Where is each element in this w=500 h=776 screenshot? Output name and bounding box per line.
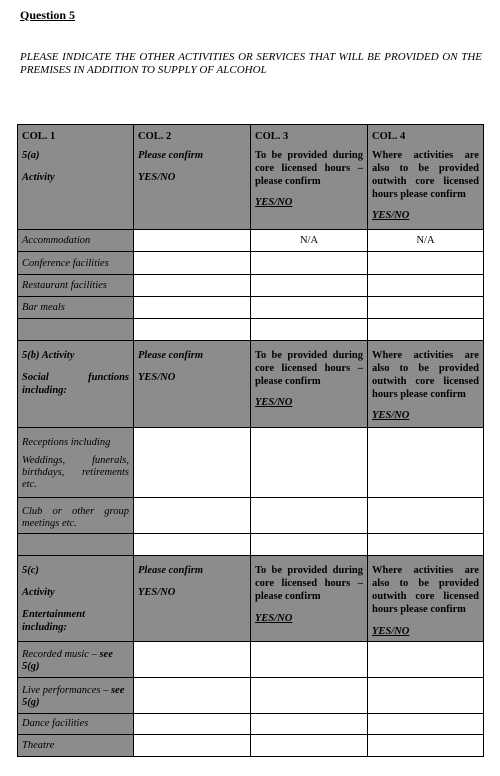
section-b-col1-header xyxy=(18,341,134,428)
please-confirm-label: Please confirm xyxy=(138,565,204,576)
section-c-col4-header xyxy=(368,556,484,642)
col3-description: To be provided during core licensed hours – please confirm xyxy=(255,150,363,187)
section-b-col4-header xyxy=(368,341,484,428)
col3-cell[interactable] xyxy=(251,252,368,275)
section-c-heading: Activity xyxy=(22,587,55,598)
col3-cell[interactable] xyxy=(251,498,368,534)
col1-label: COL. 1 xyxy=(22,131,56,142)
table-row xyxy=(18,252,484,275)
section-a-col4-header xyxy=(368,125,484,230)
table-row xyxy=(18,498,484,534)
col3-yes-no: YES/NO xyxy=(255,613,293,624)
row-label: Accommodation xyxy=(18,230,134,252)
col4-cell[interactable] xyxy=(368,297,484,319)
see-reference: see 5(g) xyxy=(22,649,113,672)
please-confirm-label: Please confirm xyxy=(138,150,204,161)
col4-label: COL. 4 xyxy=(372,131,406,142)
row-label xyxy=(18,534,134,556)
col4-cell[interactable] xyxy=(368,319,484,341)
col4-cell[interactable] xyxy=(368,735,484,757)
section-b-col3-header xyxy=(251,341,368,428)
col4-yes-no: YES/NO xyxy=(372,410,410,421)
col4-cell[interactable]: N/A xyxy=(368,230,484,252)
section-a-code: 5(a) xyxy=(22,150,40,161)
section-a-col1-header xyxy=(18,125,134,230)
section-a-col3-header xyxy=(251,125,368,230)
col3-cell[interactable] xyxy=(251,642,368,678)
col3-yes-no: YES/NO xyxy=(255,197,293,208)
section-a-heading: Activity xyxy=(22,172,55,183)
table-row-empty xyxy=(18,534,484,556)
row-label: Restaurant facilities xyxy=(18,275,134,297)
row-label: Live performances – see 5(g) xyxy=(18,678,134,714)
table-row xyxy=(18,428,484,498)
section-a-header-row xyxy=(18,125,484,230)
col4-cell[interactable] xyxy=(368,714,484,735)
col3-description: To be provided during core licensed hours – please confirm xyxy=(255,565,363,602)
section-c-code: 5(c) xyxy=(22,565,39,576)
instruction-text: PLEASE INDICATE THE OTHER ACTIVITIES OR SERVICES THAT WILL BE PROVIDED ON THE PREMISES IN ADDITION TO SUPPLY OF ALCOHOL xyxy=(20,51,482,76)
col3-cell[interactable] xyxy=(251,428,368,498)
col4-yes-no: YES/NO xyxy=(372,626,410,637)
col2-cell[interactable] xyxy=(134,275,251,297)
row-label: Theatre xyxy=(18,735,134,757)
row-label: Receptions including Weddings, funerals, birthdays, retirements etc. xyxy=(18,428,134,498)
row-label: Club or other group meetings etc. xyxy=(18,498,134,534)
col4-cell[interactable] xyxy=(368,252,484,275)
please-confirm-label: Please confirm xyxy=(138,350,204,361)
question-title: Question 5 xyxy=(20,8,76,22)
col3-cell[interactable]: N/A xyxy=(251,230,368,252)
col3-cell[interactable] xyxy=(251,714,368,735)
see-reference: see 5(g) xyxy=(22,685,125,708)
col3-cell[interactable] xyxy=(251,534,368,556)
section-c-subheading: Entertainment including: xyxy=(22,609,86,633)
col2-cell[interactable] xyxy=(134,534,251,556)
col4-description: Where activities are also to be provided outwith core licensed hours please confirm xyxy=(372,150,479,200)
col2-cell[interactable] xyxy=(134,714,251,735)
col3-description: To be provided during core licensed hours – please confirm xyxy=(255,350,363,387)
col4-cell[interactable] xyxy=(368,642,484,678)
col2-cell[interactable] xyxy=(134,428,251,498)
col2-cell[interactable] xyxy=(134,230,251,252)
col4-cell[interactable] xyxy=(368,534,484,556)
col3-cell[interactable] xyxy=(251,275,368,297)
row-label: Dance facilities xyxy=(18,714,134,735)
col3-cell[interactable] xyxy=(251,735,368,757)
col2-cell[interactable] xyxy=(134,297,251,319)
col4-description: Where activities are also to be provided outwith core licensed hours please confirm xyxy=(372,565,479,615)
col3-yes-no: YES/NO xyxy=(255,397,293,408)
section-c-col2-header xyxy=(134,556,251,642)
row-label xyxy=(18,319,134,341)
row-label: Conference facilities xyxy=(18,252,134,275)
section-c-col3-header xyxy=(251,556,368,642)
col4-cell[interactable] xyxy=(368,428,484,498)
row-label: Recorded music – see 5(g) xyxy=(18,642,134,678)
yes-no-label: YES/NO xyxy=(138,172,176,183)
table-row-empty xyxy=(18,319,484,341)
section-a-col2-header xyxy=(134,125,251,230)
table-row xyxy=(18,275,484,297)
table-row xyxy=(18,714,484,735)
row-label: Bar meals xyxy=(18,297,134,319)
row-sublabel: Weddings, funerals, birthdays, retirements etc. xyxy=(22,455,129,490)
table-row xyxy=(18,642,484,678)
yes-no-label: YES/NO xyxy=(138,372,176,383)
section-b-subheading: Social functions including: xyxy=(22,372,129,396)
col4-cell[interactable] xyxy=(368,498,484,534)
table-row xyxy=(18,678,484,714)
col2-label: COL. 2 xyxy=(138,131,172,142)
col2-cell[interactable] xyxy=(134,319,251,341)
col2-cell[interactable] xyxy=(134,498,251,534)
col3-cell[interactable] xyxy=(251,319,368,341)
col3-label: COL. 3 xyxy=(255,131,289,142)
col4-cell[interactable] xyxy=(368,275,484,297)
section-c-header-row xyxy=(18,556,484,642)
col4-yes-no: YES/NO xyxy=(372,210,410,221)
table-row xyxy=(18,230,484,252)
col4-description: Where activities are also to be provided outwith core licensed hours please confirm xyxy=(372,350,479,400)
yes-no-label: YES/NO xyxy=(138,587,176,598)
col2-cell[interactable] xyxy=(134,678,251,714)
col3-cell[interactable] xyxy=(251,297,368,319)
section-b-header-row xyxy=(18,341,484,428)
section-b-heading: 5(b) Activity xyxy=(22,350,75,361)
section-c-col1-header xyxy=(18,556,134,642)
col2-cell[interactable] xyxy=(134,735,251,757)
col2-cell[interactable] xyxy=(134,642,251,678)
col4-cell[interactable] xyxy=(368,678,484,714)
table-row xyxy=(18,297,484,319)
table-row xyxy=(18,735,484,757)
section-b-col2-header xyxy=(134,341,251,428)
activities-table xyxy=(17,124,484,757)
col3-cell[interactable] xyxy=(251,678,368,714)
col2-cell[interactable] xyxy=(134,252,251,275)
